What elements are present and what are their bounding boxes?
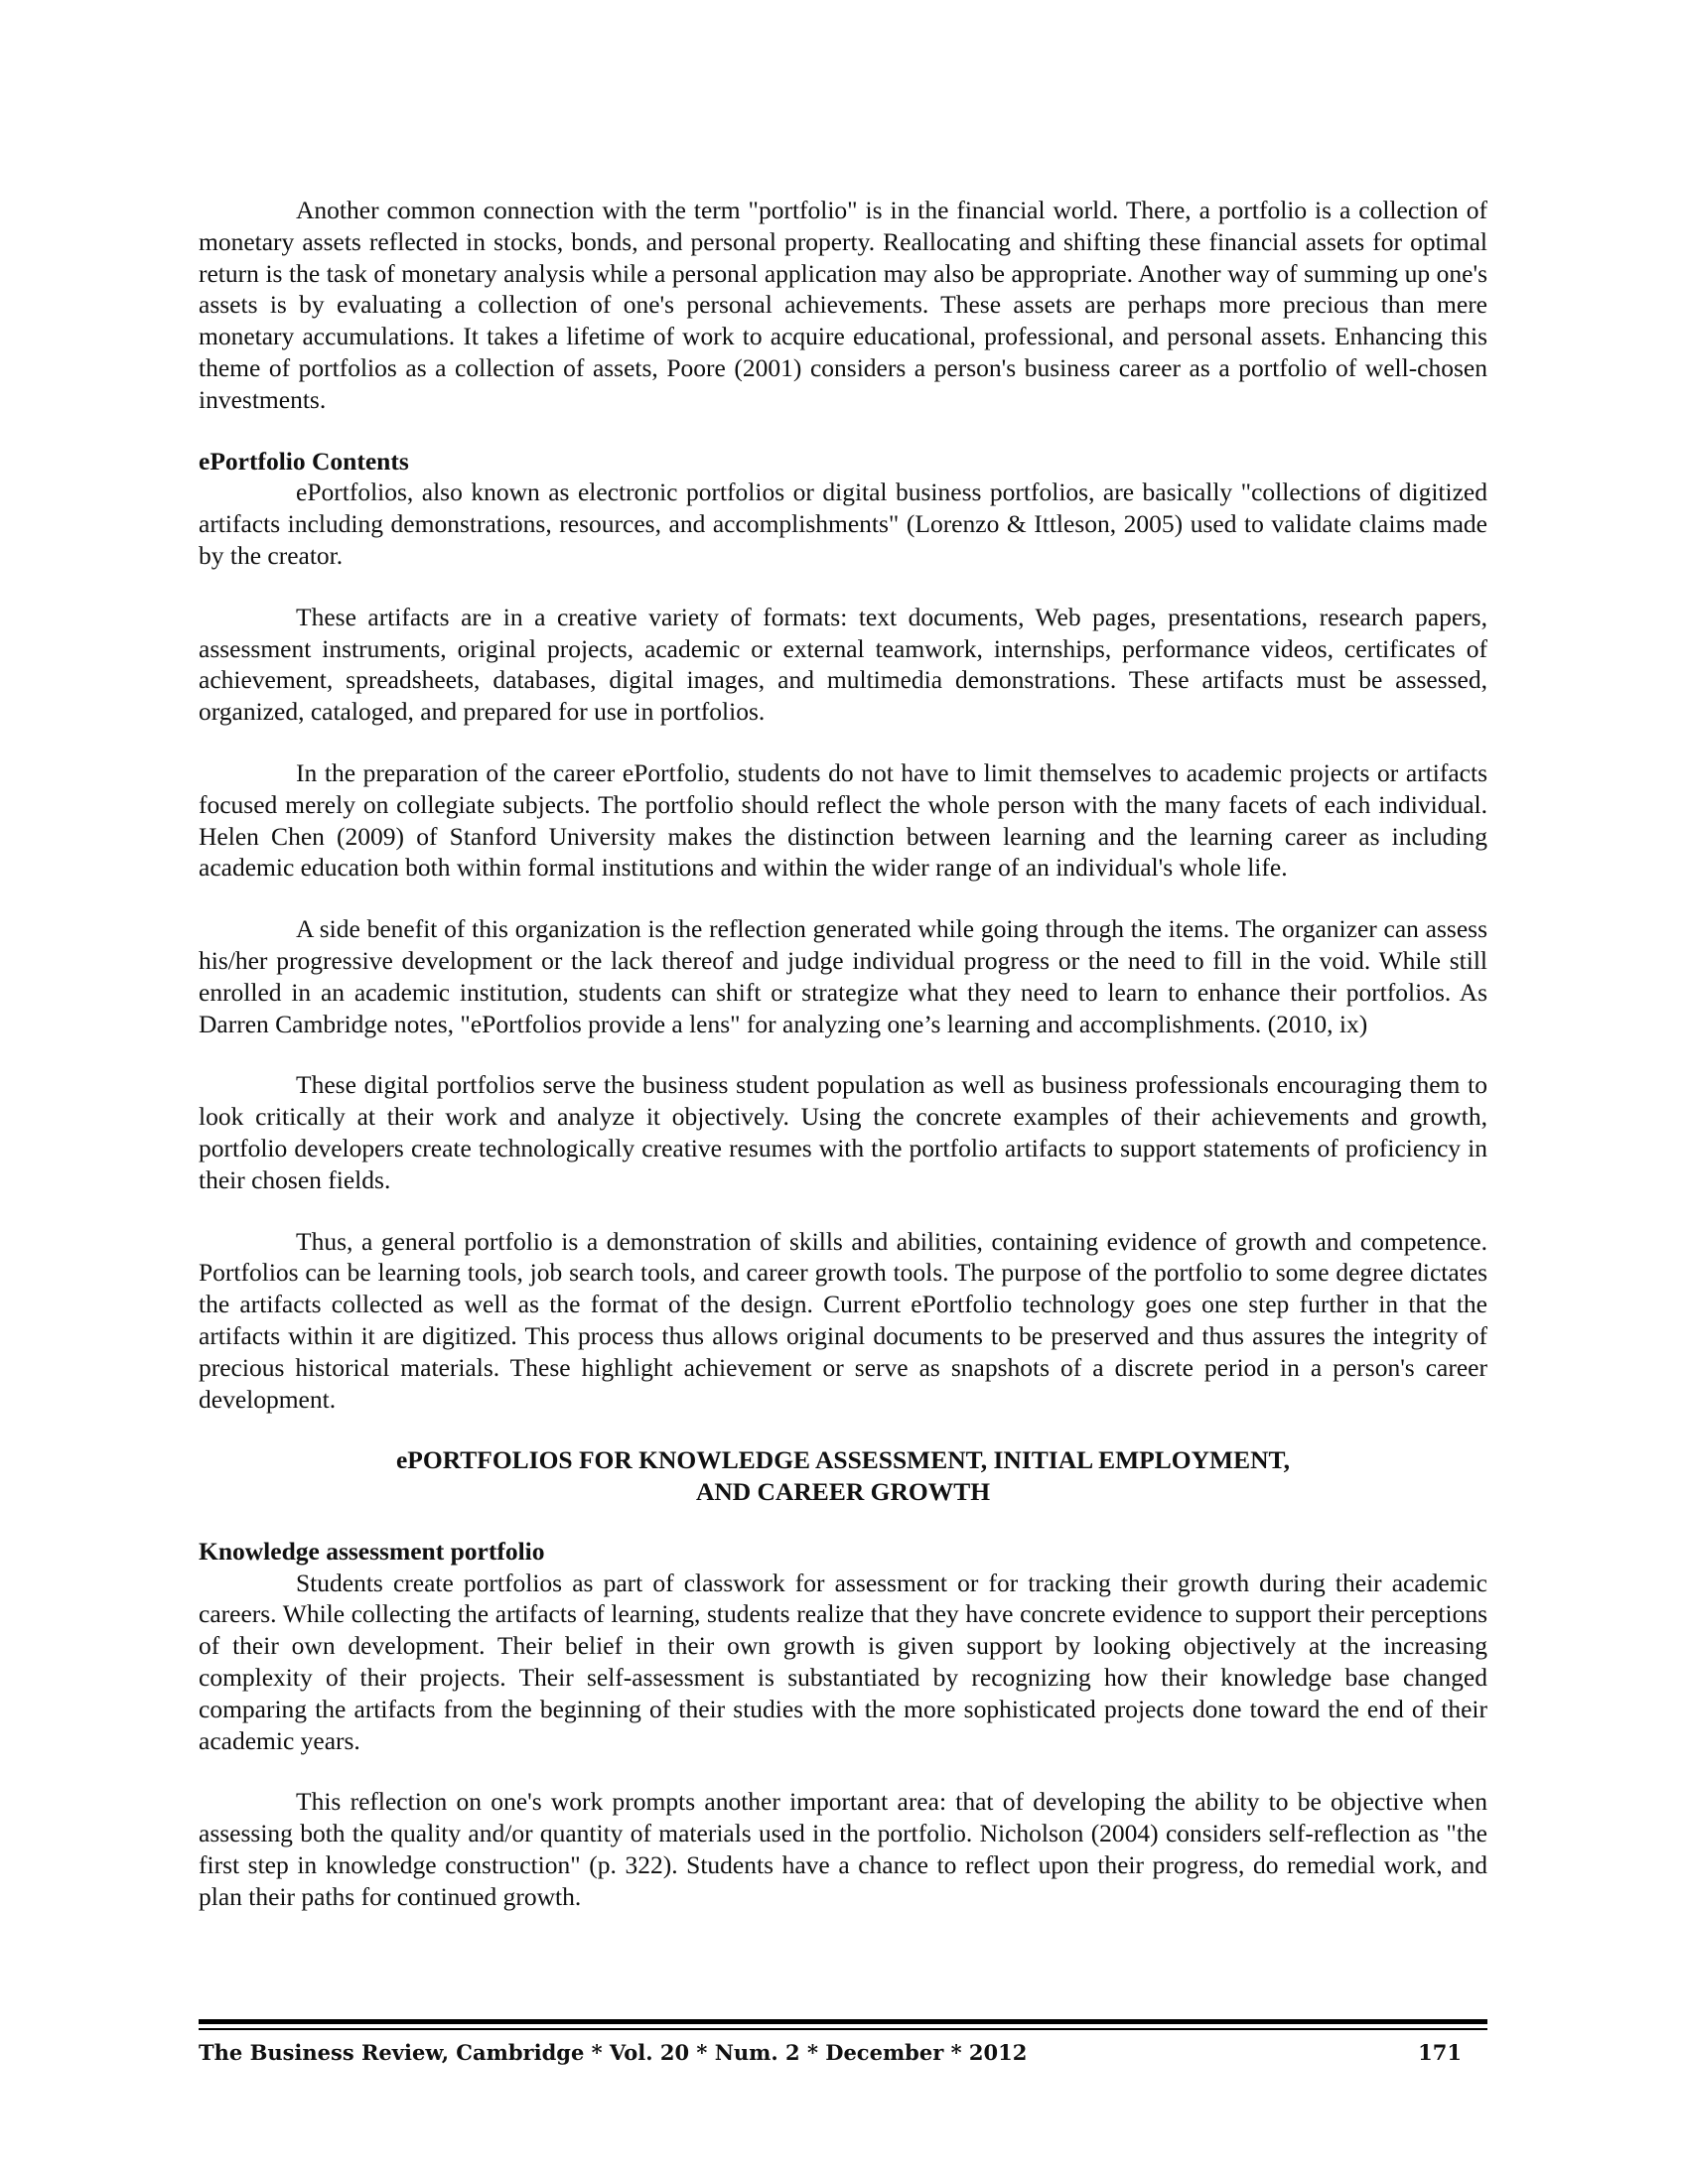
journal-citation: The Business Review, Cambridge * Vol. 20 * Num. 2 * December * 2012 — [199, 2040, 1028, 2065]
page-body — [199, 195, 1487, 1943]
paragraph-student-portfolios: Students create portfolios as part of classwork for assessment or for tracking their growth during their academic careers. While collecting the artifacts of learning, students realize that they have concrete evidence to support their perceptions of their own development. Their belief in their own growth is given support by looking objectively at the increasing complexity of their projects. Their self-assessment is substantiated by recognizing how their knowledge base changed comparing the artifacts from the beginning of their studies with the more sophisticated projects done toward the end of their academic years. — [199, 1568, 1487, 1755]
page-footer — [199, 2019, 1487, 2065]
paragraph-career-eportfolio: In the preparation of the career ePortfolio, students do not have to limit themselves to academic projects or artifacts focused merely on collegiate subjects. The portfolio should reflect the whole person with the many facets of each individual. Helen Chen (2009) of Stanford University makes the distinction between learning and the learning career as including academic education both within formal institutions and within the wider range of an individual's whole life. — [199, 757, 1487, 883]
paragraph-general-portfolio: Thus, a general portfolio is a demonstration of skills and abilities, containing evidence of growth and competence. Portfolios can be learning tools, job search tools, and career growth tools. The purpose of the portfolio to some degree dictates the artifacts collected as well as the format of the design. Current ePortfolio technology goes one step further in that the artifacts within it are digitized. This process thus allows original documents to be preserved and thus assures the integrity of precious historical materials. These highlight achievement or serve as snapshots of a discrete period in a person's career development. — [199, 1226, 1487, 1414]
section-title-line-2: AND CAREER GROWTH — [695, 1477, 991, 1507]
footer-rule-thick — [199, 2019, 1487, 2024]
footer-rule-thin — [199, 2028, 1487, 2030]
paragraph-reflection-benefit: A side benefit of this organization is the reflection generated while going through the items. The organizer can assess his/her progressive development or the lack thereof and judge individual progress or the need to fill in the void. While still enrolled in an academic institution, students can shift or strategize what they need to learn to enhance their portfolios. As Darren Cambridge notes, "ePortfolios provide a lens" for analyzing one’s learning and accomplishments. (2010, ix) — [199, 914, 1487, 1038]
heading-eportfolio-contents: ePortfolio Contents — [199, 446, 409, 476]
paragraph-eportfolio-definition: ePortfolios, also known as electronic portfolios or digital business portfolios, are basically "collections of digitized artifacts including demonstrations, resources, and accomplishments" (Lorenzo & Ittleson, 2005) used to validate claims made by the creator. — [199, 478, 1487, 570]
paragraph-self-reflection: This reflection on one's work prompts another important area: that of developing the ability to be objective when assessing both the quality and/or quantity of materials used in the portfolio. Nicholson (2004) considers self-reflection as "the first step in knowledge construction" (p. 322). Students have a chance to reflect upon their progress, do remedial work, and plan their paths for continued growth. — [199, 1787, 1487, 1911]
paragraph-digital-portfolios: These digital portfolios serve the business student population as well as business professionals encouraging them to look critically at their work and analyze it objectively. Using the concrete examples of their achievements and growth, portfolio developers create technologically creative resumes with the portfolio artifacts to support statements of proficiency in their chosen fields. — [199, 1070, 1487, 1194]
footer-row — [199, 2040, 1487, 2065]
page-number: 171 — [1418, 2040, 1462, 2065]
section-title — [199, 1444, 1487, 1508]
section-title-line-1: ePORTFOLIOS FOR KNOWLEDGE ASSESSMENT, INITIAL EMPLOYMENT, — [395, 1445, 1290, 1475]
paragraph-artifact-formats: These artifacts are in a creative variety of formats: text documents, Web pages, presentations, research papers, assessment instruments, original projects, academic or external teamwork, internships, performance videos, certificates of achievement, spreadsheets, databases, digital images, and multimedia demonstrations. These artifacts must be assessed, organized, cataloged, and prepared for use in portfolios. — [199, 602, 1487, 727]
heading-knowledge-assessment: Knowledge assessment portfolio — [199, 1536, 545, 1566]
paragraph-financial-portfolio: Another common connection with the term "portfolio" is in the financial world. There, a portfolio is a collection of monetary assets reflected in stocks, bonds, and personal property. Reallocating and shifting these financial assets for optimal return is the task of monetary analysis while a personal application may also be appropriate. Another way of summing up one's assets is by evaluating a collection of one's personal achievements. These assets are perhaps more precious than mere monetary accumulations. It takes a lifetime of work to acquire educational, professional, and personal assets. Enhancing this theme of portfolios as a collection of assets, Poore (2001) considers a person's business career as a portfolio of well-chosen investments. — [199, 196, 1487, 414]
